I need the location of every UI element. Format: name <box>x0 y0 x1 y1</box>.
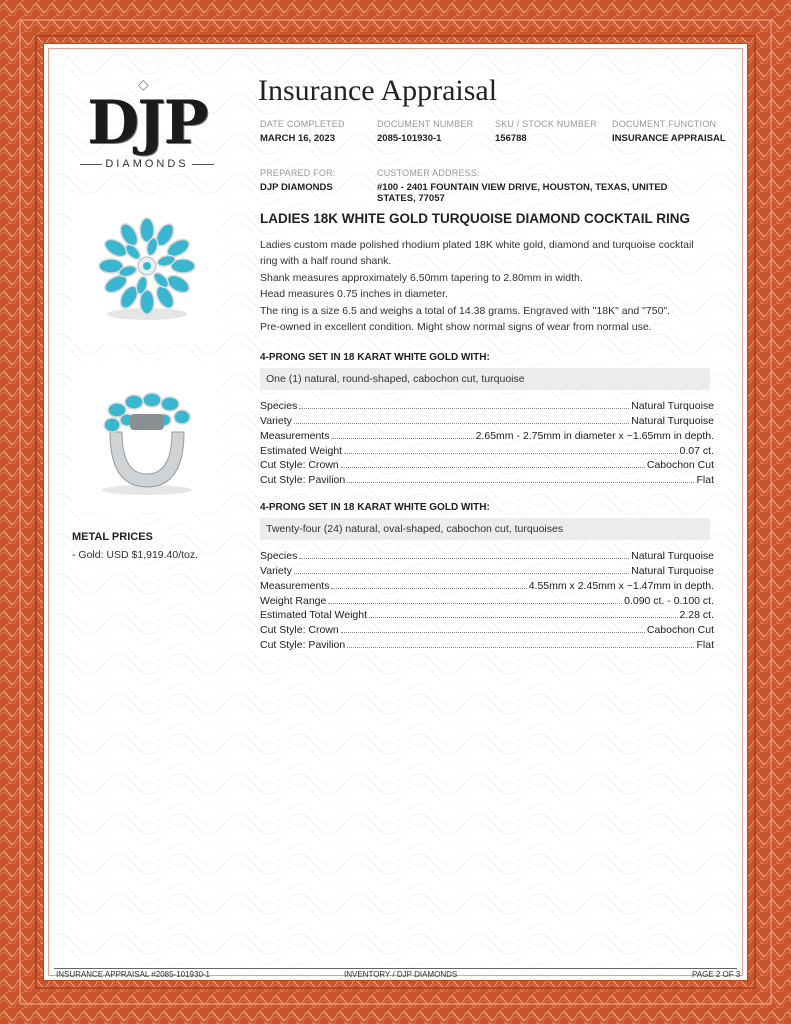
leader-dots <box>299 408 629 409</box>
djp-logo <box>72 76 222 176</box>
leader-dots <box>347 482 694 483</box>
footer-document-ref: INSURANCE APPRAISAL #2085-101930-1 <box>56 970 211 979</box>
document-title: Insurance Appraisal <box>258 74 498 107</box>
spec-row <box>260 607 714 621</box>
spec-row <box>260 472 714 486</box>
spec-label: Cut Style: Pavilion <box>260 639 346 651</box>
spec-row <box>260 428 714 442</box>
spec-value: 4.55mm x 2.45mm x ~1.47mm in depth. <box>528 580 714 592</box>
footer-page-number: PAGE 2 OF 3 <box>692 970 741 979</box>
description-line: Pre-owned in excellent condition. Might show normal signs of wear from normal use. <box>260 321 652 333</box>
spec-value: Cabochon Cut <box>646 624 714 636</box>
section-title: 4-PRONG SET IN 18 KARAT WHITE GOLD WITH: <box>260 502 490 513</box>
appraisal-sheet <box>44 44 747 980</box>
customer-address-line2: STATES, 77057 <box>377 193 445 204</box>
leader-dots <box>294 423 629 424</box>
description-line: Ladies custom made polished rhodium plated 18K white gold, diamond and turquoise cocktail <box>260 239 694 251</box>
date-completed-value: MARCH 16, 2023 <box>260 133 335 144</box>
logo-subtitle: DIAMONDS <box>105 158 189 170</box>
leader-dots <box>328 603 622 604</box>
logo-line-right <box>192 164 214 165</box>
spec-row <box>260 413 714 427</box>
stone-description: One (1) natural, round-shaped, cabochon cut, turquoise <box>260 368 710 390</box>
spec-row <box>260 548 714 562</box>
spec-value: 0.090 ct. - 0.100 ct. <box>624 595 714 607</box>
spec-label: Estimated Total Weight <box>260 609 367 621</box>
document-function-label: DOCUMENT FUNCTION <box>612 119 717 129</box>
spec-label: Species <box>260 400 298 412</box>
document-number-label: DOCUMENT NUMBER <box>377 119 474 129</box>
leader-dots <box>331 438 473 439</box>
spec-row <box>260 622 714 636</box>
spec-label: Species <box>260 550 298 562</box>
item-title: LADIES 18K WHITE GOLD TURQUOISE DIAMOND COCKTAIL RING <box>260 211 691 226</box>
ring-top-photo <box>72 194 222 344</box>
spec-label: Variety <box>260 415 292 427</box>
spec-row <box>260 563 714 577</box>
section-title: 4-PRONG SET IN 18 KARAT WHITE GOLD WITH: <box>260 352 490 363</box>
leader-dots <box>369 617 678 618</box>
sku-label: SKU / STOCK NUMBER <box>495 119 597 129</box>
spec-row <box>260 457 714 471</box>
spec-label: Cut Style: Crown <box>260 459 339 471</box>
spec-value: 0.07 ct. <box>679 445 714 457</box>
spec-row <box>260 593 714 607</box>
document-number-value: 2085-101930-1 <box>377 133 442 144</box>
diamond-icon: ◇ <box>138 76 149 92</box>
leader-dots <box>299 558 629 559</box>
leader-dots <box>341 467 645 468</box>
description-line: Head measures 0.75 inches in diameter. <box>260 288 448 300</box>
ring-top-illustration <box>72 194 222 344</box>
customer-address-label: CUSTOMER ADDRESS: <box>377 168 480 178</box>
spec-label: Measurements <box>260 580 330 592</box>
spec-row <box>260 398 714 412</box>
description-line: The ring is a size 6.5 and weighs a total of 14.38 grams. Engraved with "18K" and "750". <box>260 305 671 317</box>
spec-value: Natural Turquoise <box>631 400 714 412</box>
spec-label: Variety <box>260 565 292 577</box>
footer-divider <box>54 968 737 969</box>
sku-value: 156788 <box>495 133 527 144</box>
spec-value: Flat <box>696 474 714 486</box>
description-line: ring with a half round shank. <box>260 255 392 267</box>
leader-dots <box>344 453 677 454</box>
spec-label: Cut Style: Pavilion <box>260 474 346 486</box>
prepared-for-label: PREPARED FOR: <box>260 168 336 178</box>
spec-row <box>260 578 714 592</box>
spec-value: 2.28 ct. <box>679 609 714 621</box>
spec-value: Flat <box>696 639 714 651</box>
document-function-value: INSURANCE APPRAISAL <box>612 133 726 144</box>
logo-letters: DJP <box>87 88 207 158</box>
ring-side-illustration <box>72 362 222 512</box>
spec-value: 2.65mm - 2.75mm in diameter x ~1.65mm in depth. <box>475 430 714 442</box>
leader-dots <box>331 588 526 589</box>
leader-dots <box>294 573 629 574</box>
description-line: Shank measures approximately 6.50mm tapering to 2.80mm in width. <box>260 272 583 284</box>
customer-address-line1: #100 - 2401 FOUNTAIN VIEW DRIVE, HOUSTON, TEXAS, UNITED <box>377 182 668 193</box>
spec-value: Natural Turquoise <box>631 550 714 562</box>
spec-value: Natural Turquoise <box>631 565 714 577</box>
spec-label: Measurements <box>260 430 330 442</box>
spec-label: Estimated Weight <box>260 445 343 457</box>
leader-dots <box>347 647 694 648</box>
stone-description: Twenty-four (24) natural, oval-shaped, cabochon cut, turquoises <box>260 518 710 540</box>
prepared-for-value: DJP DIAMONDS <box>260 182 333 193</box>
spec-label: Weight Range <box>260 595 327 607</box>
footer-inventory: INVENTORY / DJP DIAMONDS <box>344 970 458 979</box>
spec-label: Cut Style: Crown <box>260 624 339 636</box>
metal-prices-gold: - Gold: USD $1,919.40/toz. <box>72 549 199 561</box>
spec-value: Cabochon Cut <box>646 459 714 471</box>
leader-dots <box>341 632 645 633</box>
spec-row <box>260 637 714 651</box>
date-completed-label: DATE COMPLETED <box>260 119 345 129</box>
spec-value: Natural Turquoise <box>631 415 714 427</box>
spec-row <box>260 443 714 457</box>
ring-side-photo <box>72 362 222 512</box>
metal-prices-title: METAL PRICES <box>72 531 153 543</box>
